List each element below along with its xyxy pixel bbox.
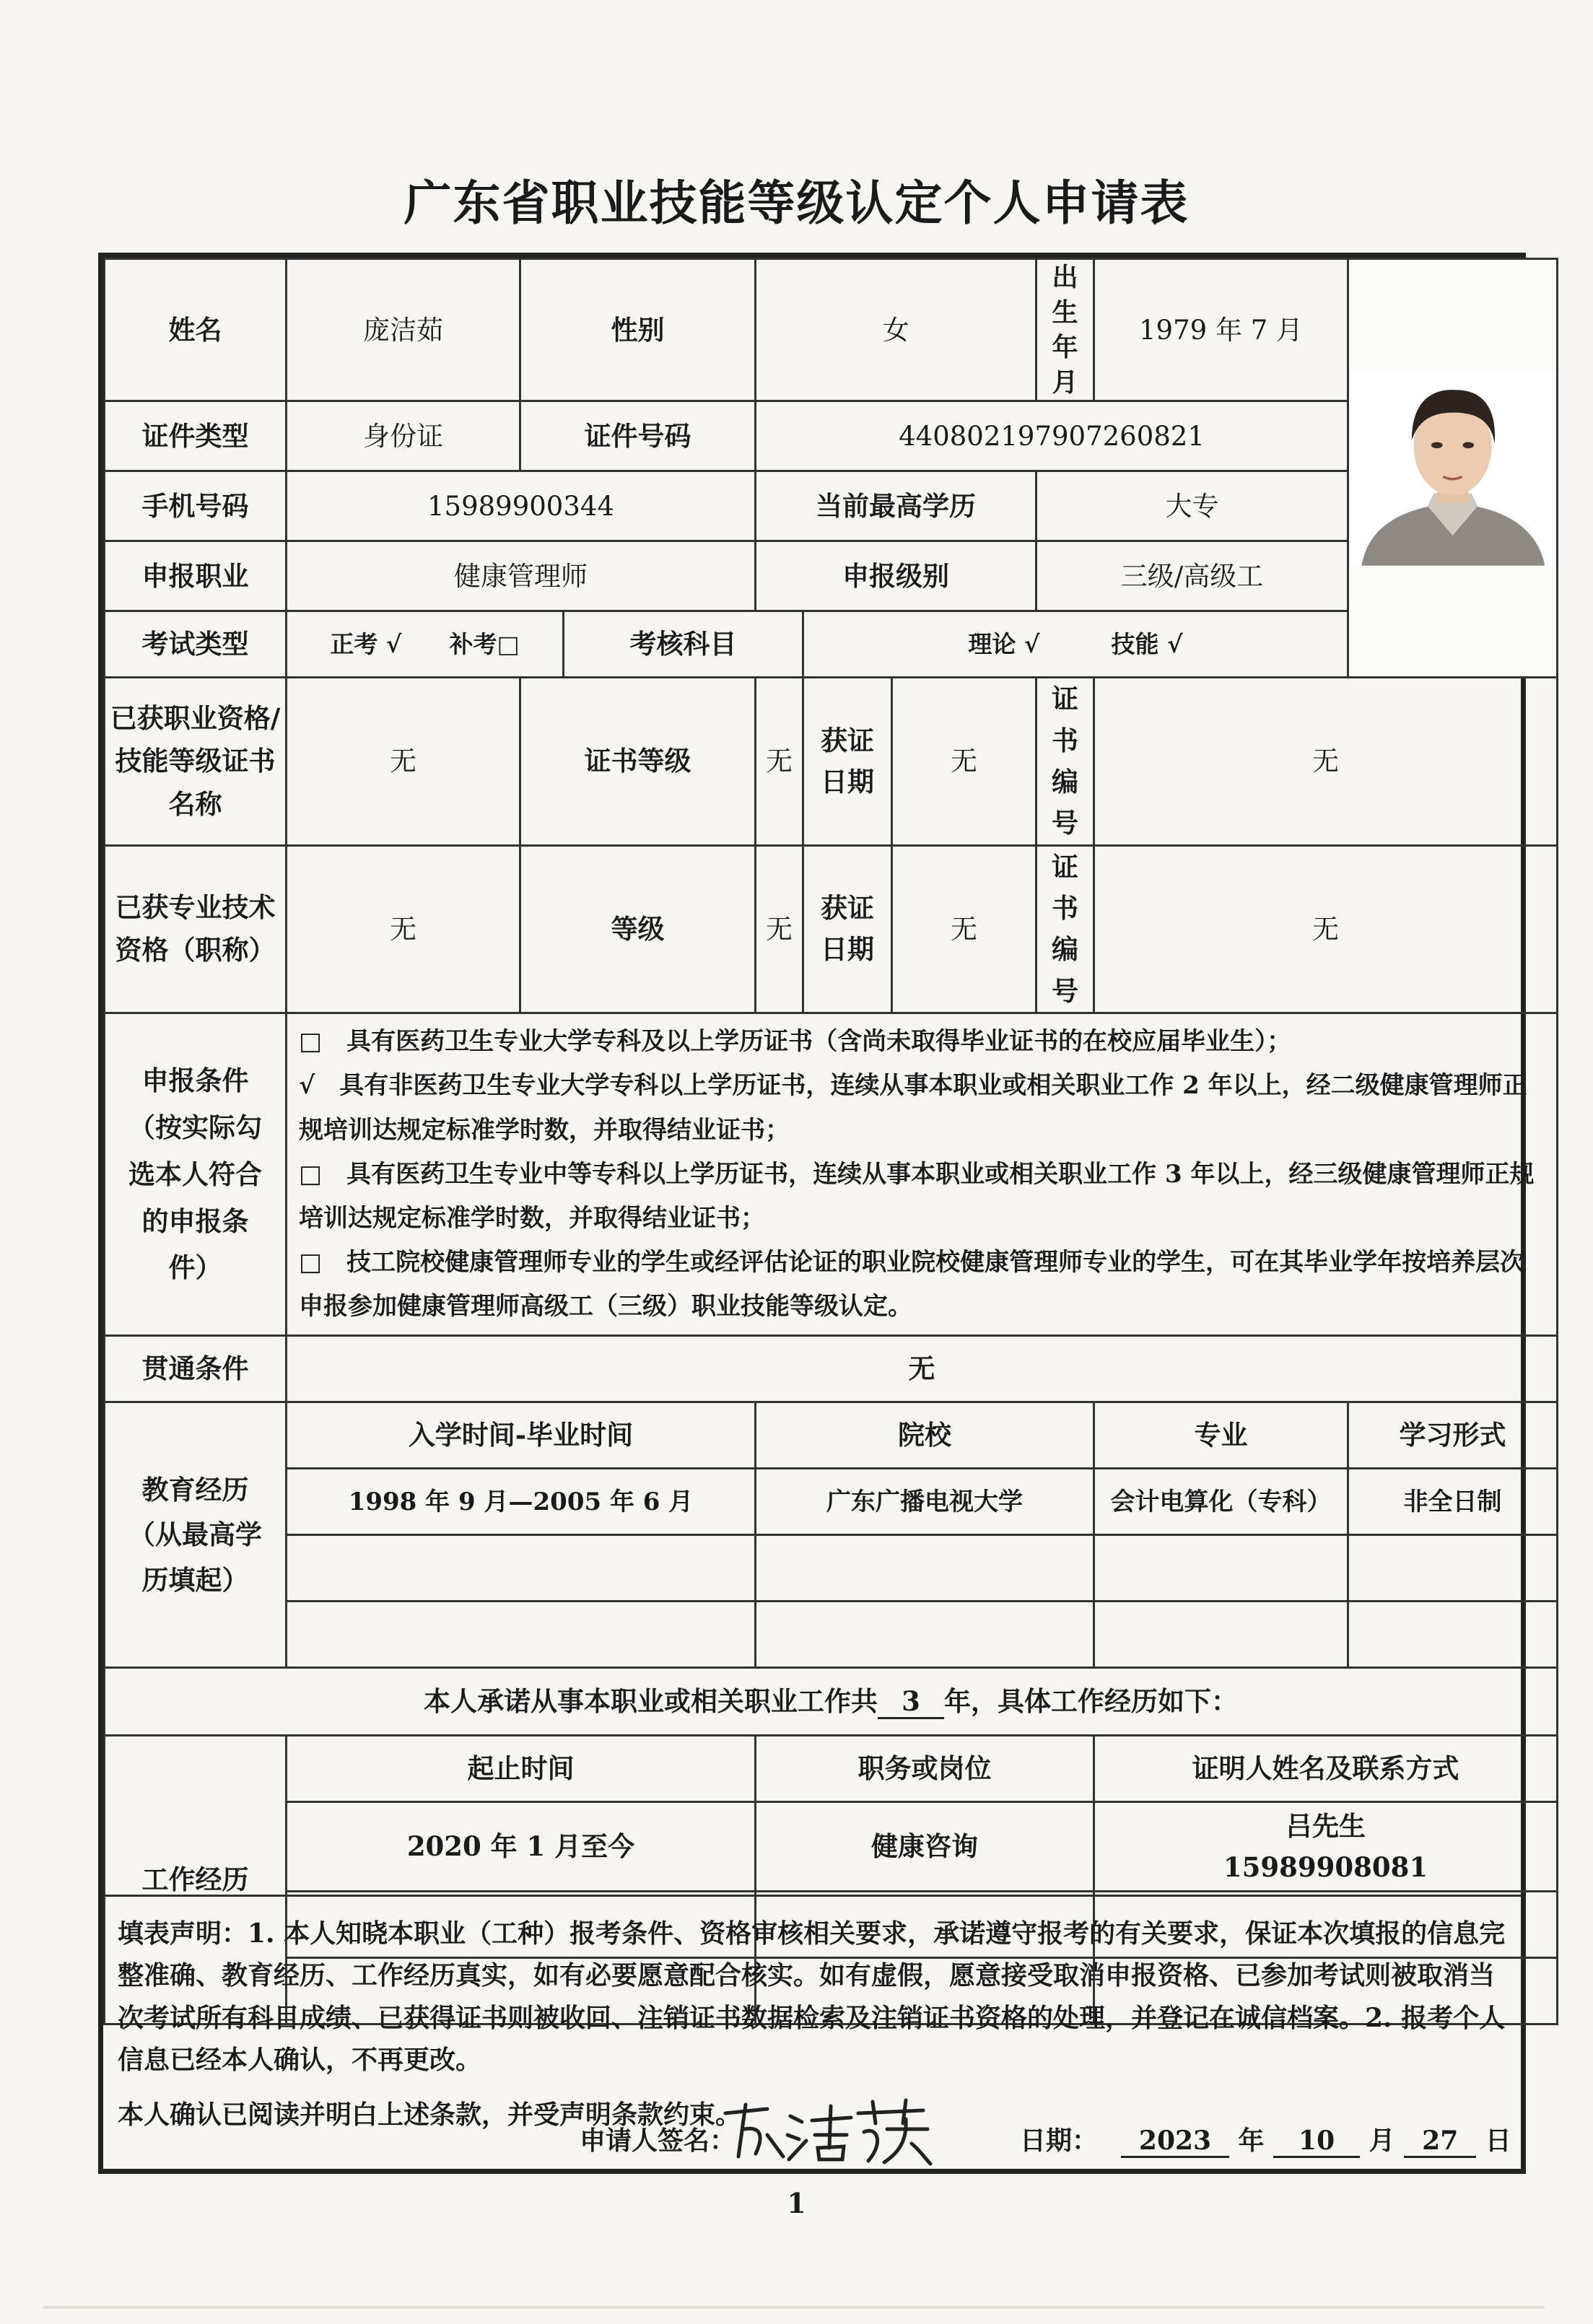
form-table [103,258,1558,2025]
work-row-reference: 吕先生 15989908081 [1094,1802,1558,1892]
commit-suffix: 年，具体工作经历如下： [944,1685,1238,1718]
occupation-label: 申报职业 [105,541,287,611]
work-header-period: 起止时间 [287,1736,756,1802]
tech-number: 无 [1094,845,1558,1013]
edu-empty-cell [287,1535,756,1602]
tech-date-label: 获证 日期 [803,845,892,1013]
education-value: 大专 [1036,471,1348,541]
edu-row-period: 1998 年 9 月—2005 年 6 月 [287,1469,756,1535]
conditions-label: 申报条件（按实际勾选本人符合的申报条件） [105,1013,287,1336]
edu-header-period: 入学时间-毕业时间 [287,1402,756,1469]
edu-row-school: 广东广播电视大学 [756,1469,1094,1535]
edu-empty-cell [1348,1535,1558,1602]
edu-empty-cell [756,1602,1094,1668]
exam-type-value: 正考 √ 补考□ [287,611,564,678]
edu-empty-cell [1348,1602,1558,1668]
gender-value: 女 [756,259,1036,401]
year-unit: 年 [1238,2126,1265,2156]
form-title: 广东省职业技能等级认定个人申请表 [403,175,1190,231]
work-row-period: 2020 年 1 月至今 [287,1802,756,1892]
birth-label: 出生 年月 [1036,259,1094,401]
edu-empty-cell [287,1602,756,1668]
work-commitment [105,1668,1558,1736]
skill-cert-date-label: 获证 日期 [803,678,892,845]
page-number: 1 [787,2187,806,2219]
exam-type-label: 考试类型 [105,611,287,678]
name-value: 庞洁茹 [287,259,520,401]
level-label: 申报级别 [756,541,1036,611]
education-label: 当前最高学历 [756,471,1036,541]
education-history-label: 教育经历（从最高学历填起） [105,1402,287,1668]
signing-date [1121,2120,1511,2158]
id-type-label: 证件类型 [105,401,287,471]
date-day: 27 [1404,2126,1476,2158]
commit-years: 3 [878,1686,944,1719]
edu-empty-cell [1094,1602,1348,1668]
condition-item[interactable]: □ 具有医药卫生专业中等专科以上学历证书，连续从事本职业或相关职业工作 3 年以上，经三级健康管理师正规培训达规定标准学时数，并取得结业证书； [299,1159,1535,1233]
handwritten-signature [717,2084,933,2171]
phone-label: 手机号码 [105,471,287,541]
tech-level: 无 [756,845,803,1013]
through-value: 无 [287,1336,1558,1402]
condition-item[interactable]: √ 具有非医药卫生专业大学专科以上学历证书，连续从事本职业或相关职业工作 2 年以上，经二级健康管理师正规培训达规定标准学时数，并取得结业证书； [299,1071,1527,1145]
declaration-confirm: 本人确认已阅读并明白上述条款，并受声明条款约束。 [118,2100,742,2131]
skill-cert-label: 已获职业资格/技能等级证书名称 [105,678,287,845]
tech-number-label: 证书 编号 [1036,845,1094,1013]
level-value: 三级/高级工 [1036,541,1348,611]
edu-row-mode: 非全日制 [1348,1469,1558,1535]
edu-header-mode: 学习形式 [1348,1402,1558,1469]
signature-label: 申请人签名： [580,2126,736,2156]
skill-cert-number: 无 [1094,678,1558,845]
id-type-value: 身份证 [287,401,520,471]
through-label: 贯通条件 [105,1336,287,1402]
tech-qualification-name: 无 [287,845,520,1013]
edu-row-major: 会计电算化（专科） [1094,1469,1348,1535]
date-month: 10 [1273,2126,1360,2158]
work-header-position: 职务或岗位 [756,1736,1094,1802]
application-form [98,253,1535,2174]
signature-line [103,2116,1521,2159]
skill-cert-level-label: 证书等级 [520,678,756,845]
phone-value: 15989900344 [287,471,756,541]
occupation-value: 健康管理师 [287,541,756,611]
subjects-value: 理论 √ 技能 √ [803,611,1348,678]
work-row-position: 健康咨询 [756,1802,1094,1892]
skill-cert-date: 无 [892,678,1036,845]
name-label: 姓名 [105,259,287,401]
skill-cert-level: 无 [756,678,803,845]
paper-edge [43,2306,1545,2309]
declaration-text: 填表声明：1. 本人知晓本职业（工种）报考条件、资格审核相关要求，承诺遵守报考的有关要求，保证本次填报的信息完整准确、教育经历、工作经历真实，如有必要愿意配合核实。如有虚假，愿意接受取消申报资格、已参加考试则被取消当次考试所有科目成绩、已获得证书则被收回、注销证书数据检索及注销证书资格的处理，并登记在诚信档案。2. 报考个人信息已经本人确认，不再更改。 [118,1918,1506,2075]
date-label: 日期： [1020,2126,1099,2156]
birth-value: 1979 年 7 月 [1094,259,1348,401]
day-unit: 日 [1485,2126,1511,2156]
tech-date: 无 [892,845,1036,1013]
commit-prefix: 本人承诺从事本职业或相关职业工作共 [424,1685,878,1718]
month-unit: 月 [1369,2126,1395,2156]
tech-level-label: 等级 [520,845,756,1013]
edu-header-school: 院校 [756,1402,1094,1469]
skill-cert-name: 无 [287,678,520,845]
condition-item[interactable]: □ 技工院校健康管理师专业的学生或经评估论证的职业院校健康管理师专业的学生，可在其毕业学年按培养层次申报参加健康管理师高级工（三级）职业技能等级认定。 [299,1248,1525,1322]
date-year: 2023 [1121,2126,1229,2158]
subjects-label: 考核科目 [564,611,803,678]
gender-label: 性别 [520,259,756,401]
portrait-image [1349,357,1556,580]
work-header-reference: 证明人姓名及联系方式 [1094,1736,1558,1802]
id-number-value: 440802197907260821 [756,401,1348,471]
skill-cert-number-label: 证书 编号 [1036,678,1094,845]
edu-empty-cell [756,1535,1094,1602]
tech-qualification-label: 已获专业技术资格（职称） [105,845,287,1013]
edu-empty-cell [1094,1535,1348,1602]
edu-header-major: 专业 [1094,1402,1348,1469]
applicant-photo [1348,259,1558,678]
work-history-label: 工作经历 [105,1736,287,2024]
conditions-list [287,1013,1558,1336]
id-number-label: 证件号码 [520,401,756,471]
condition-item[interactable]: □ 具有医药卫生专业大学专科及以上学历证书（含尚未取得毕业证书的在校应届毕业生）； [299,1027,1292,1057]
